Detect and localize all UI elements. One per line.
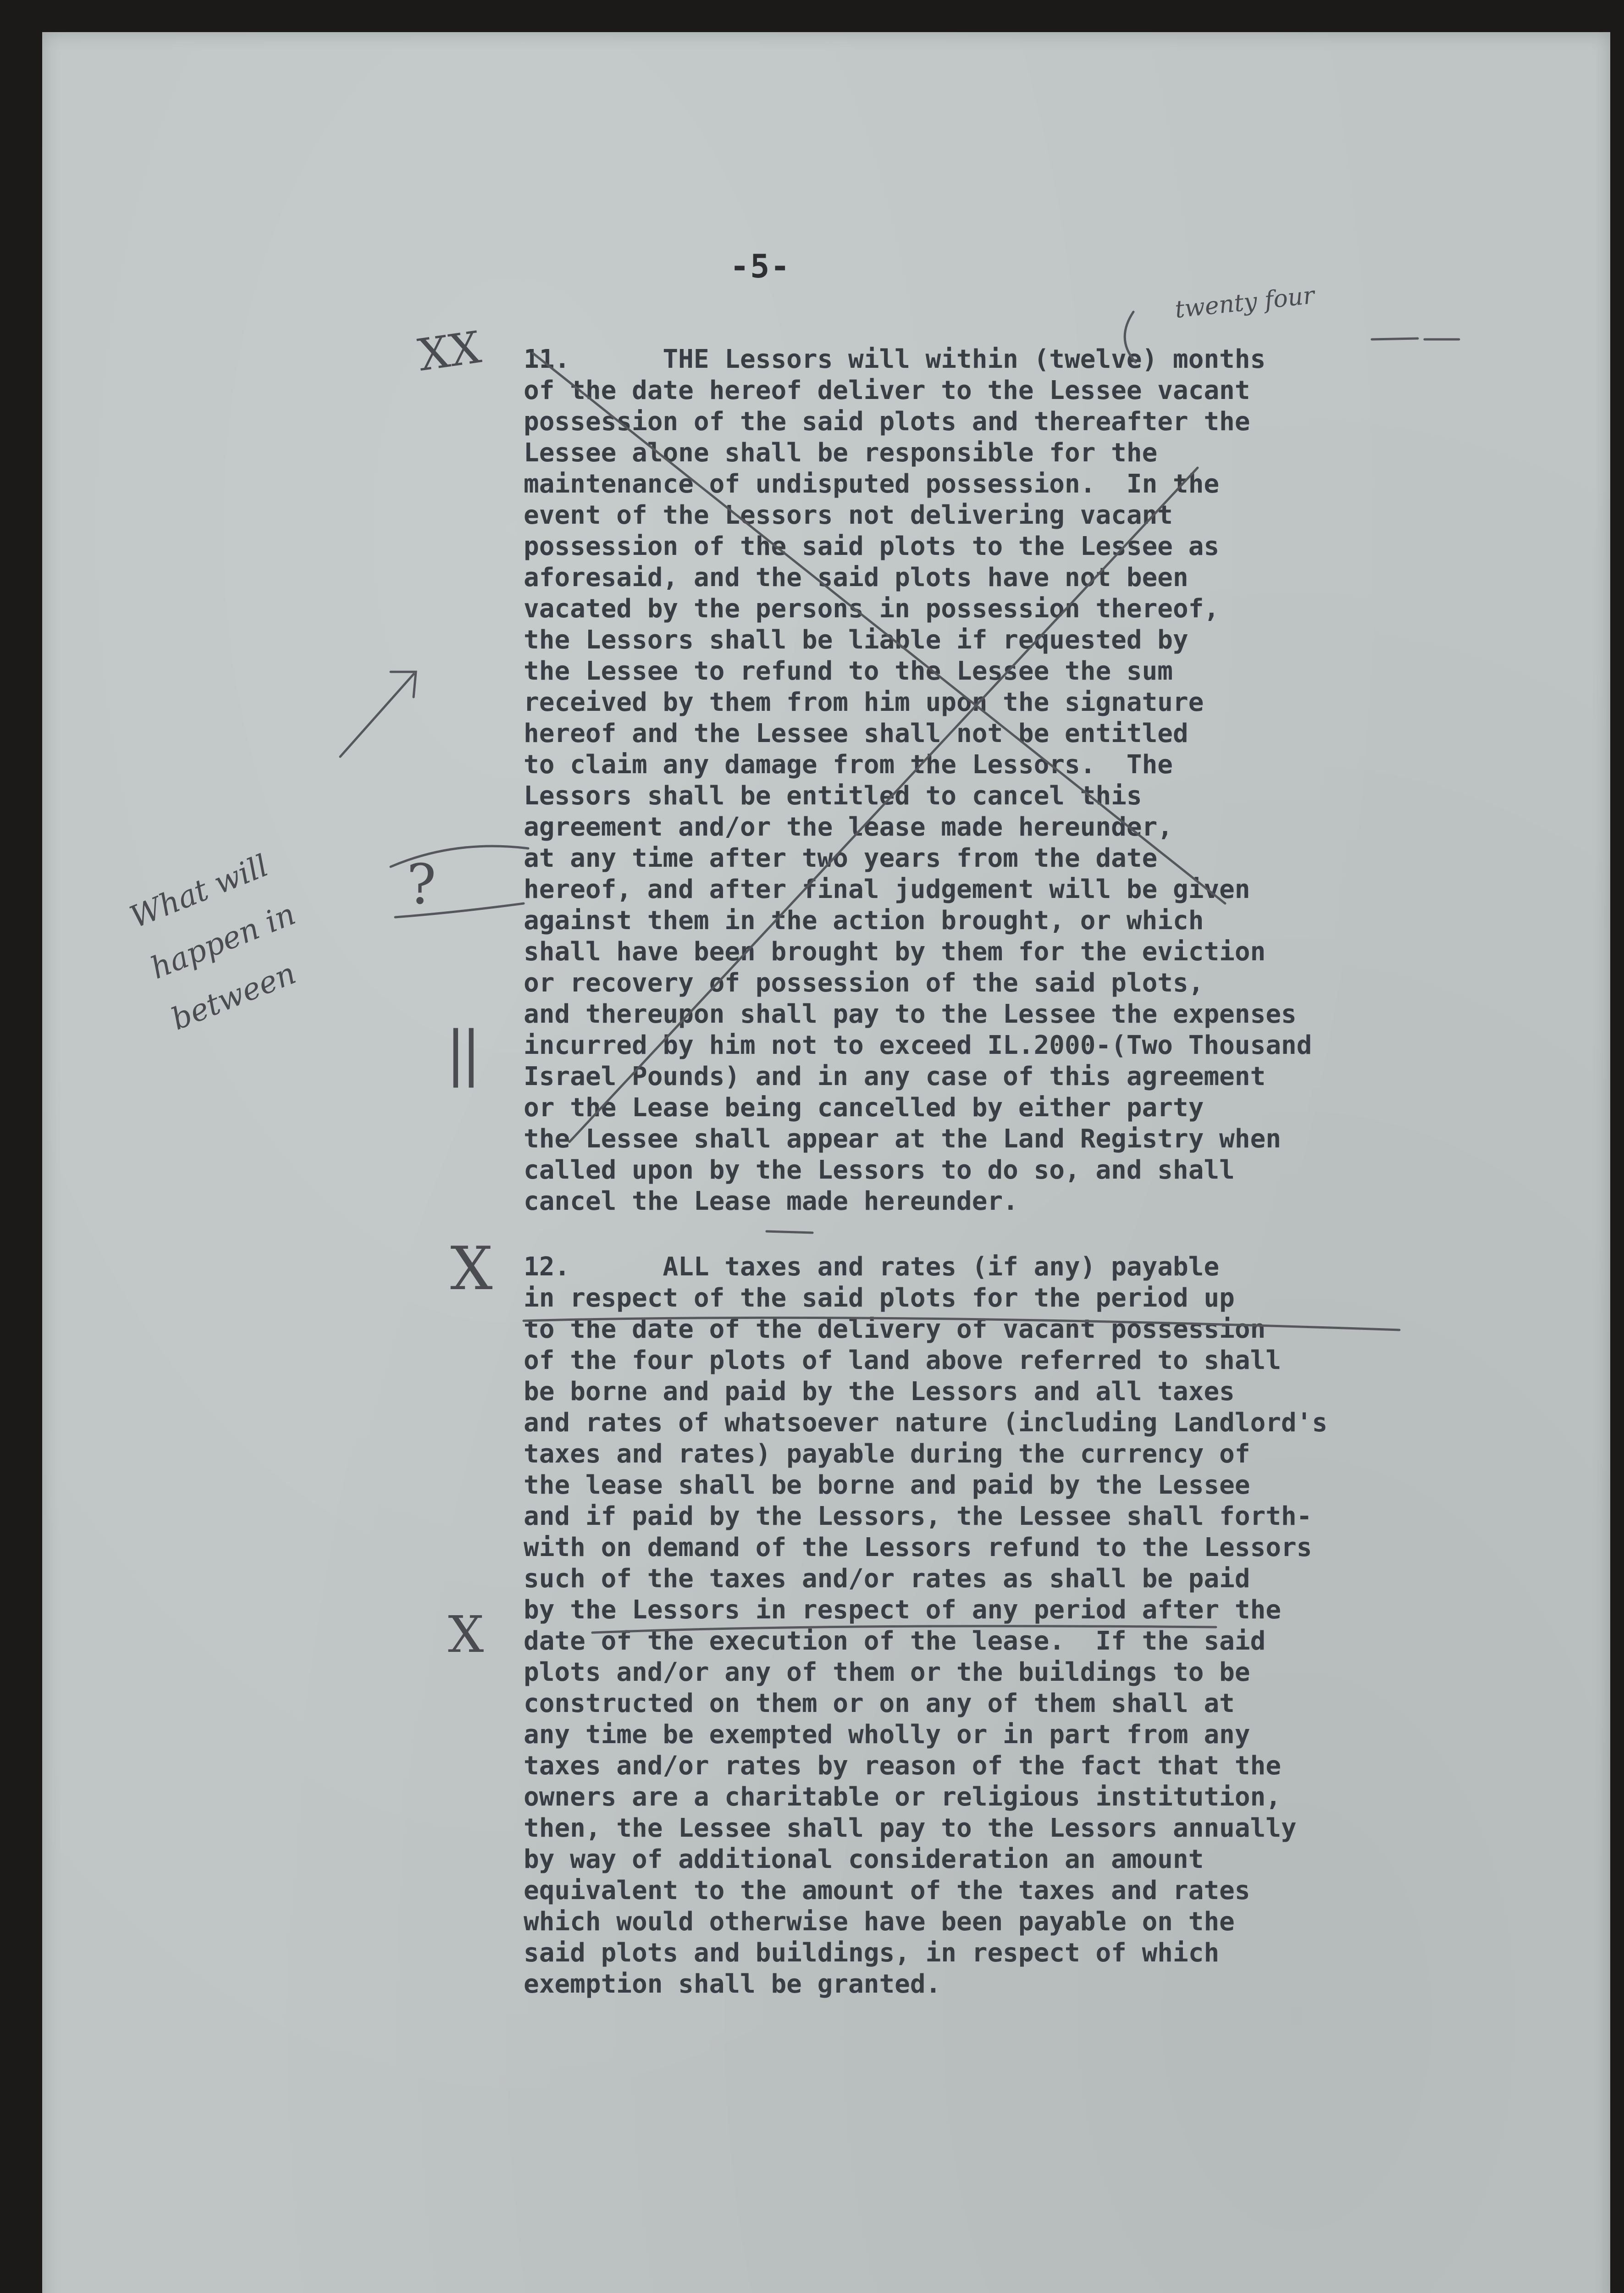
clause-line: maintenance of undisputed possession. In the (524, 469, 1220, 499)
clause-line: which would otherwise have been payable on the (524, 1907, 1235, 1937)
document-sheet (42, 32, 1610, 2293)
strike-line-diagonal (569, 468, 1198, 1142)
clause-line: then, the Lessee shall pay to the Lessors annually (524, 1813, 1297, 1843)
clause-line: and rates of whatsoever nature (including Landlord's (524, 1408, 1328, 1438)
clause-line: event of the Lessors not delivering vacant (524, 500, 1173, 530)
page-number: -5- (730, 248, 791, 285)
clause-line: Lessors shall be entitled to cancel this (524, 781, 1142, 811)
clause-line: plots and/or any of them or the buildings to be (524, 1657, 1250, 1687)
clause-line: or the Lease being cancelled by either party (524, 1093, 1204, 1123)
clause-line: Lessee alone shall be responsible for the (524, 438, 1158, 468)
clause-line: such of the taxes and/or rates as shall be paid (524, 1564, 1250, 1594)
side-note-line-upper (391, 846, 528, 867)
clause-line: the Lessee to refund to the Lessee the sum (524, 656, 1173, 686)
clause-line: and if paid by the Lessors, the Lessee shall forth- (524, 1501, 1312, 1531)
accent-mark (767, 1231, 812, 1233)
clause-line: by way of additional consideration an amount (524, 1844, 1204, 1874)
clause-line: taxes and rates) payable during the currency of (524, 1439, 1250, 1469)
clause-line: owners are a charitable or religious institution, (524, 1782, 1282, 1812)
clause-line: and thereupon shall pay to the Lessee the expenses (524, 999, 1297, 1029)
clause-line: 12. ALL taxes and rates (if any) payable (524, 1252, 1220, 1282)
bracket-twelve (1125, 312, 1136, 362)
clause-line: in respect of the said plots for the period up (524, 1283, 1235, 1313)
clause-line: possession of the said plots to the Lessee as (524, 532, 1220, 561)
clause-line: of the date hereof deliver to the Lessee vacant (524, 376, 1250, 405)
clause-line: received by them from him upon the signature (524, 687, 1204, 717)
annotation-twenty-four: twenty four (1173, 282, 1316, 324)
clause-line: shall have been brought by them for the eviction (524, 937, 1266, 967)
clause-line: taxes and/or rates by reason of the fact that the (524, 1751, 1282, 1781)
side-note-line-lower (395, 903, 524, 917)
clause-line: any time be exempted wholly or in part from any (524, 1720, 1250, 1750)
clause-line: 11. THE Lessors will within (twelve) months (524, 344, 1266, 374)
clause-line: with on demand of the Lessors refund to the Lessors (524, 1533, 1312, 1562)
margin-dash (1372, 338, 1418, 339)
annotation-x-mark-lower: X (448, 1605, 484, 1664)
underline-delivery (524, 1318, 1399, 1330)
clause-line: constructed on them or on any of them shall at (524, 1689, 1235, 1718)
annotation-side-note: What will happen in between (125, 847, 301, 1037)
clause-line: agreement and/or the lease made hereunder, (524, 812, 1173, 842)
annotation-double-bar: || (446, 1018, 477, 1088)
clause-line: incurred by him not to exceed IL.2000-(Two Thousand (524, 1030, 1312, 1060)
pencil-marks (42, 32, 1610, 2293)
annotation-question-mark: ? (407, 853, 436, 917)
annotation-x-mark-clause-12: X (450, 1234, 493, 1303)
clause-line: Israel Pounds) and in any case of this agreement (524, 1062, 1266, 1091)
clause-line: or recovery of possession of the said plots, (524, 968, 1204, 998)
clause-line: aforesaid, and the said plots have not been (524, 563, 1188, 593)
clause-line: the lease shall be borne and paid by the Lessee (524, 1470, 1250, 1500)
strike-line-top (533, 353, 1225, 903)
clause-line: exemption shall be granted. (524, 1969, 941, 1999)
clause-line: of the four plots of land above referred to shall (524, 1346, 1282, 1375)
clause-line: cancel the Lease made hereunder. (524, 1186, 1018, 1216)
clause-line: said plots and buildings, in respect of which (524, 1938, 1220, 1968)
clause-line: possession of the said plots and thereafter the (524, 407, 1250, 437)
underline-lease (592, 1626, 1216, 1633)
clause-line: equivalent to the amount of the taxes and rates (524, 1876, 1250, 1905)
arrow-shaft (340, 674, 414, 757)
clause-line: to the date of the delivery of vacant possession (524, 1314, 1266, 1344)
annotation-xx-mark: XX (414, 321, 484, 381)
clause-line: the Lessee shall appear at the Land Registry when (524, 1124, 1282, 1154)
clause-line: the Lessors shall be liable if requested by (524, 625, 1188, 655)
clause-line: date of the execution of the lease. If the said (524, 1626, 1266, 1656)
clause-line: be borne and paid by the Lessors and all taxes (524, 1377, 1235, 1407)
clause-line: to claim any damage from the Lessors. The (524, 750, 1173, 780)
clause-line: at any time after two years from the date (524, 843, 1158, 873)
clause-line: called upon by the Lessors to do so, and shall (524, 1155, 1235, 1185)
clause-line: by the Lessors in respect of any period after the (524, 1595, 1282, 1625)
clause-line: against them in the action brought, or which (524, 906, 1204, 936)
clause-line: vacated by the persons in possession thereof, (524, 594, 1220, 624)
clause-line: hereof and the Lessee shall not be entitled (524, 719, 1188, 748)
clause-line: hereof, and after final judgement will be given (524, 875, 1250, 904)
